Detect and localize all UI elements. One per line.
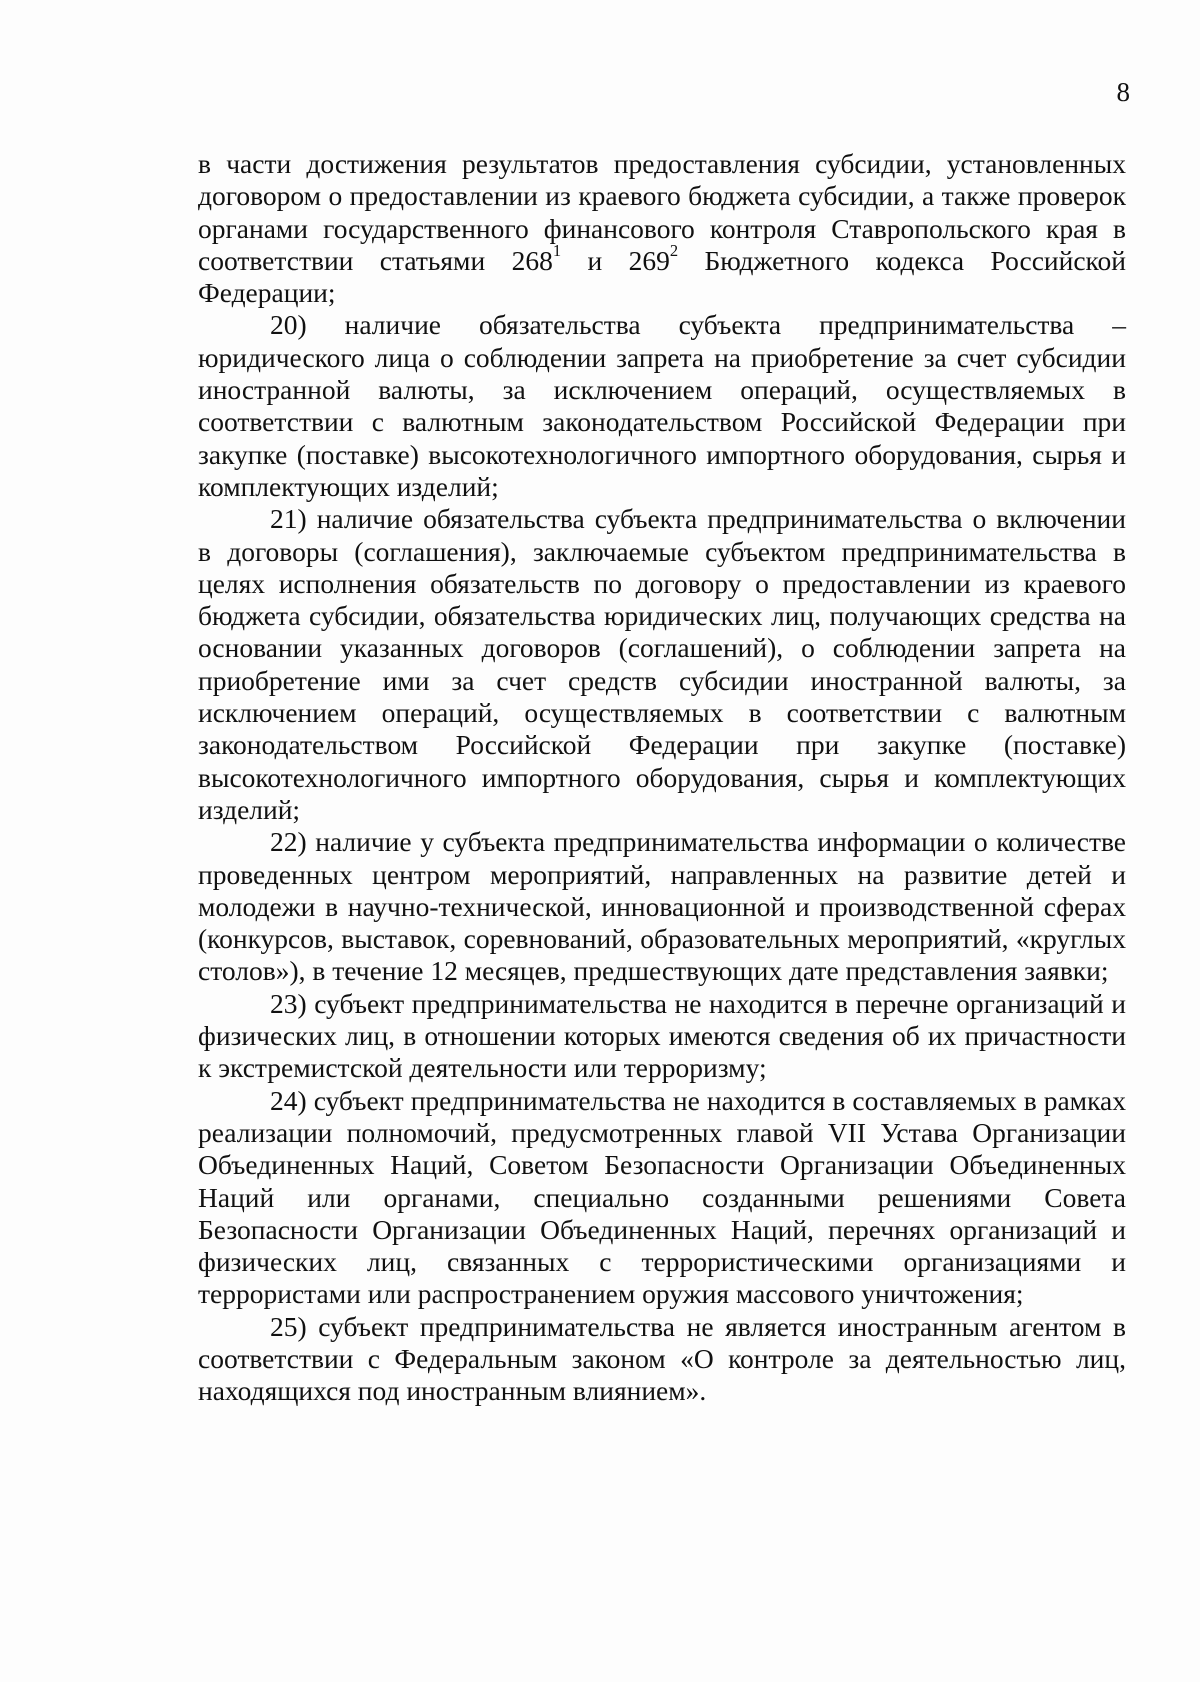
paragraph-19-text-b: и 269 — [561, 244, 670, 276]
paragraph-24: 24) субъект предпринимательства не находится в составляемых в рамках реализации полномочий, предусмотренных главой VII Устава Организации Объединенных Наций, Советом Безопасности Организации Объединенных Наций или органами, специально созданными решениями Совета Безопасности Организации Объединенных Наций, перечнях организаций и физических лиц, связанных с террористическими организациями и террористами или распространением оружия массового уничтожения; — [198, 1084, 1126, 1310]
paragraph-19-continuation — [198, 148, 1126, 309]
paragraph-19-text-a: в части достижения результатов предоставления субсидии, установленных договором о предоставлении из краевого бюджета субсидии, а также проверок органами государственного финансового контроля Ставропольского края в соответствии статьями 268 — [198, 148, 1126, 276]
paragraph-19-text-c: Бюджетного кодекса Российской Федерации; — [198, 244, 1126, 309]
paragraph-21: 21) наличие обязательства субъекта предпринимательства о включении в договоры (соглашения), заключаемые субъектом предпринимательства в целях исполнения обязательств по договору о предоставлении из краевого бюджета субсидии, обязательства юридических лиц, получающих средства на основании указанных договоров (соглашений), о соблюдении запрета на приобретение ими за счет средств субсидии иностранной валюты, за исключением операций, осуществляемых в соответствии с валютным законодательством Российской Федерации при закупке (поставке) высокотехнологичного импортного оборудования, сырья и комплектующих изделий; — [198, 503, 1126, 825]
document-body — [198, 148, 1126, 1408]
page-number: 8 — [1116, 77, 1130, 107]
paragraph-23: 23) субъект предпринимательства не находится в перечне организаций и физических лиц, в отношении которых имеются сведения об их причастности к экстремистской деятельности или терроризму; — [198, 987, 1126, 1084]
superscript-1: 1 — [552, 241, 562, 261]
superscript-2: 2 — [669, 241, 679, 261]
paragraph-20: 20) наличие обязательства субъекта предпринимательства – юридического лица о соблюдении запрета на приобретение за счет субсидии иностранной валюты, за исключением операций, осуществляемых в соответствии с валютным законодательством Российской Федерации при закупке (поставке) высокотехнологичного импортного оборудования, сырья и комплектующих изделий; — [198, 309, 1126, 502]
paragraph-25: 25) субъект предпринимательства не является иностранным агентом в соответствии с Федеральным законом «О контроле за деятельностью лиц, находящихся под иностранным влиянием». — [198, 1310, 1126, 1407]
paragraph-22: 22) наличие у субъекта предпринимательства информации о количестве проведенных центром мероприятий, направленных на развитие детей и молодежи в научно-технической, инновационной и производственной сферах (конкурсов, выставок, соревнований, образовательных мероприятий, «круглых столов»), в течение 12 месяцев, предшествующих дате представления заявки; — [198, 826, 1126, 987]
